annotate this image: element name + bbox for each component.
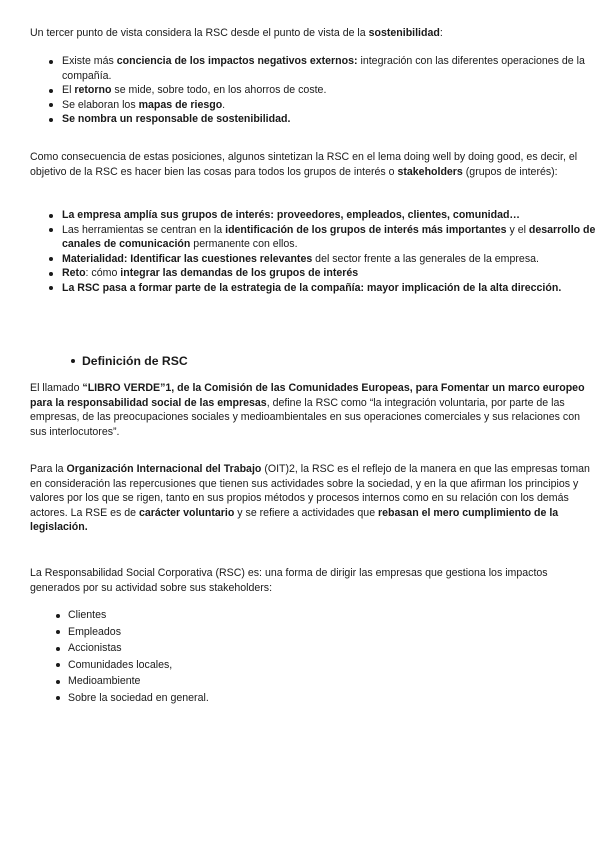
stakeholders-paragraph: Como consecuencia de estas posiciones, algunos sintetizan la RSC en el lema doing well by doing good, es decir, el objetivo de la RSC es hacer bien las cosas para todos los grupos de interés o stakeholders (grupos de interés): — [30, 151, 578, 178]
definition-paragraph: La Responsabilidad Social Corporativa (RSC) es: una forma de dirigir las empresas que gestiona los impactos generados por su actividad sobre sus stakeholders: — [30, 567, 548, 594]
oit-paragraph: Para la Organización Internacional del Trabajo (OIT)2, la RSC es el reflejo de la manera en que las empresas toman en consideración las repercusiones que tienen sus actividades sobre la sociedad, y en la que afirman los principios y valores por los que se rigen, tanto en sus propios métodos y procesos internos como en su relación con los demás actores. La RSE es de carácter voluntario y se refiere a actividades que rebasan el mero cumplimiento de la legislación. — [30, 463, 590, 534]
sustainability-list — [30, 54, 600, 127]
libro-verde-paragraph: El llamado “LIBRO VERDE”1, de la Comisión de las Comunidades Europeas, para Fomentar un marco europeo para la responsabilidad social de las empresas, define la RSC como “la integración voluntaria, por parte de las empresas, de las preocupaciones sociales y medioambientales en sus operaciones comerciales y sus relaciones con sus interlocutores”. — [30, 382, 585, 438]
list-item: La RSC pasa a formar parte de la estrategia de la compañía: mayor implicación de la alta dirección. — [62, 281, 600, 296]
list-item: Comunidades locales, — [68, 657, 600, 674]
list-item: Empleados — [68, 624, 600, 641]
intro-paragraph: Un tercer punto de vista considera la RSC desde el punto de vista de la sostenibilidad: — [30, 27, 443, 39]
list-item: Reto: cómo integrar las demandas de los grupos de interés — [62, 266, 600, 281]
list-item: Se elaboran los mapas de riesgo. — [62, 98, 600, 113]
list-item: La empresa amplía sus grupos de interés: proveedores, empleados, clientes, comunidad… — [62, 208, 600, 223]
list-item: Las herramientas se centran en la identificación de los grupos de interés más importantes y el desarrollo de canales de comunicación permanente con ellos. — [62, 223, 600, 252]
list-item: Sobre la sociedad en general. — [68, 690, 600, 707]
list-item: Materialidad: Identificar las cuestiones relevantes del sector frente a las generales de la empresa. — [62, 252, 600, 267]
bullet-icon — [71, 359, 75, 363]
section-heading: Definición de RSC — [30, 353, 576, 369]
stakeholder-types-list — [30, 607, 600, 707]
list-item: Medioambiente — [68, 673, 600, 690]
list-item: Existe más conciencia de los impactos negativos externos: integración con las diferentes operaciones de la compañía. — [62, 54, 600, 83]
list-item: El retorno se mide, sobre todo, en los ahorros de coste. — [62, 83, 600, 98]
stakeholders-list — [30, 208, 600, 296]
list-item: Clientes — [68, 607, 600, 624]
list-item: Se nombra un responsable de sostenibilidad. — [62, 112, 600, 127]
list-item: Accionistas — [68, 640, 600, 657]
